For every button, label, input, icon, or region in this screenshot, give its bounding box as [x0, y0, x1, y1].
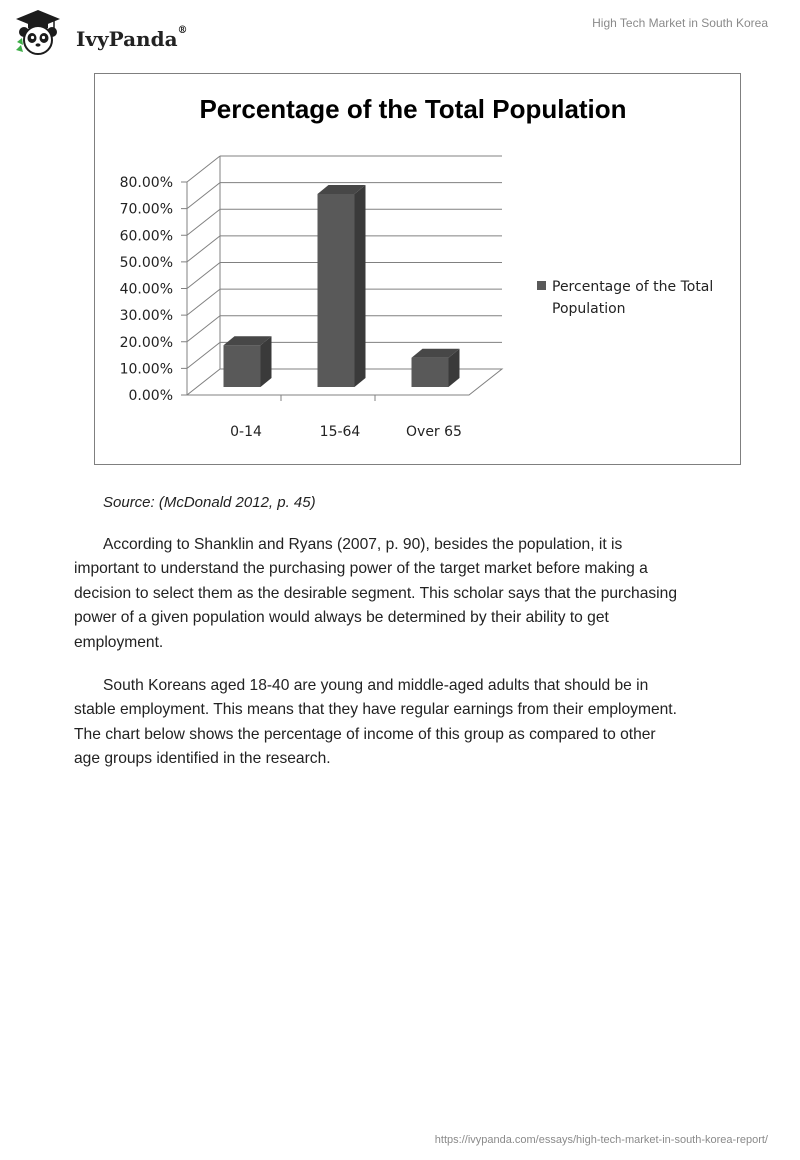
x-tick-label: 15-64 — [319, 424, 361, 440]
chart-legend — [537, 279, 713, 317]
panda-graduate-icon — [14, 8, 62, 56]
y-tick-label: 80.00% — [119, 175, 173, 191]
paragraph-line: age groups identified in the research. — [74, 750, 331, 768]
bar-0-14 — [224, 336, 272, 387]
paragraph-line: employment. — [74, 633, 164, 651]
bar-front — [224, 345, 261, 387]
y-tick-label: 20.00% — [119, 334, 173, 351]
bar-side — [355, 185, 366, 387]
paragraph-1 — [74, 533, 734, 655]
paragraph-line: power of a given population would always be determined by their ability to get — [74, 609, 609, 627]
gridline-depth — [187, 236, 220, 262]
legend-swatch — [537, 281, 546, 290]
legend-label-line-2: Population — [552, 301, 626, 317]
paragraph-line: important to understand the purchasing power of the target market before making a — [74, 560, 648, 578]
y-tick-label: 0.00% — [128, 388, 173, 404]
document-title: High Tech Market in South Korea — [592, 16, 768, 30]
paragraph-2 — [74, 674, 734, 772]
gridline-depth — [187, 289, 220, 315]
y-tick-label: 60.00% — [119, 228, 173, 245]
y-tick-label: 70.00% — [119, 201, 173, 218]
x-tick-label: Over 65 — [406, 424, 462, 440]
gridline-depth — [187, 209, 220, 235]
y-tick-label: 50.00% — [119, 254, 173, 271]
gridline-depth — [187, 183, 220, 209]
population-chart — [94, 73, 741, 465]
gridline-depth — [187, 316, 220, 342]
bar-front — [412, 358, 449, 387]
gridline-depth — [187, 156, 220, 182]
source-url[interactable]: https://ivypanda.com/essays/high-tech-market-in-south-korea-report/ — [434, 1134, 768, 1146]
legend-label-line-1: Percentage of the Total — [552, 279, 714, 295]
paragraph-line: decision to select them as the desirable segment. This scholar says that the purchasing — [74, 584, 677, 602]
bar-over-65 — [412, 349, 460, 387]
paragraph-line: The chart below shows the percentage of income of this group as compared to other — [74, 725, 656, 743]
paragraph-line: According to Shanklin and Ryans (2007, p. 90), besides the population, it is — [103, 536, 623, 553]
chart-source-caption: Source: (McDonald 2012, p. 45) — [103, 494, 316, 511]
chart-title: Percentage of the Total Population — [199, 94, 627, 124]
paragraph-line: South Koreans aged 18-40 are young and middle-aged adults that should be in — [103, 677, 649, 694]
y-tick-label: 40.00% — [119, 281, 173, 298]
paragraph-line: stable employment. This means that they have regular earnings from their employment. — [74, 701, 677, 719]
y-tick-label: 30.00% — [119, 308, 173, 325]
x-tick-label: 0-14 — [230, 424, 262, 440]
bar-front — [318, 194, 355, 387]
gridline-depth — [187, 263, 220, 289]
gridline-depth — [187, 342, 220, 368]
brand-name: IvyPanda® — [76, 25, 188, 51]
chart-canvas — [95, 74, 740, 464]
y-tick-label: 10.00% — [119, 361, 173, 378]
bar-15-64 — [318, 185, 366, 387]
